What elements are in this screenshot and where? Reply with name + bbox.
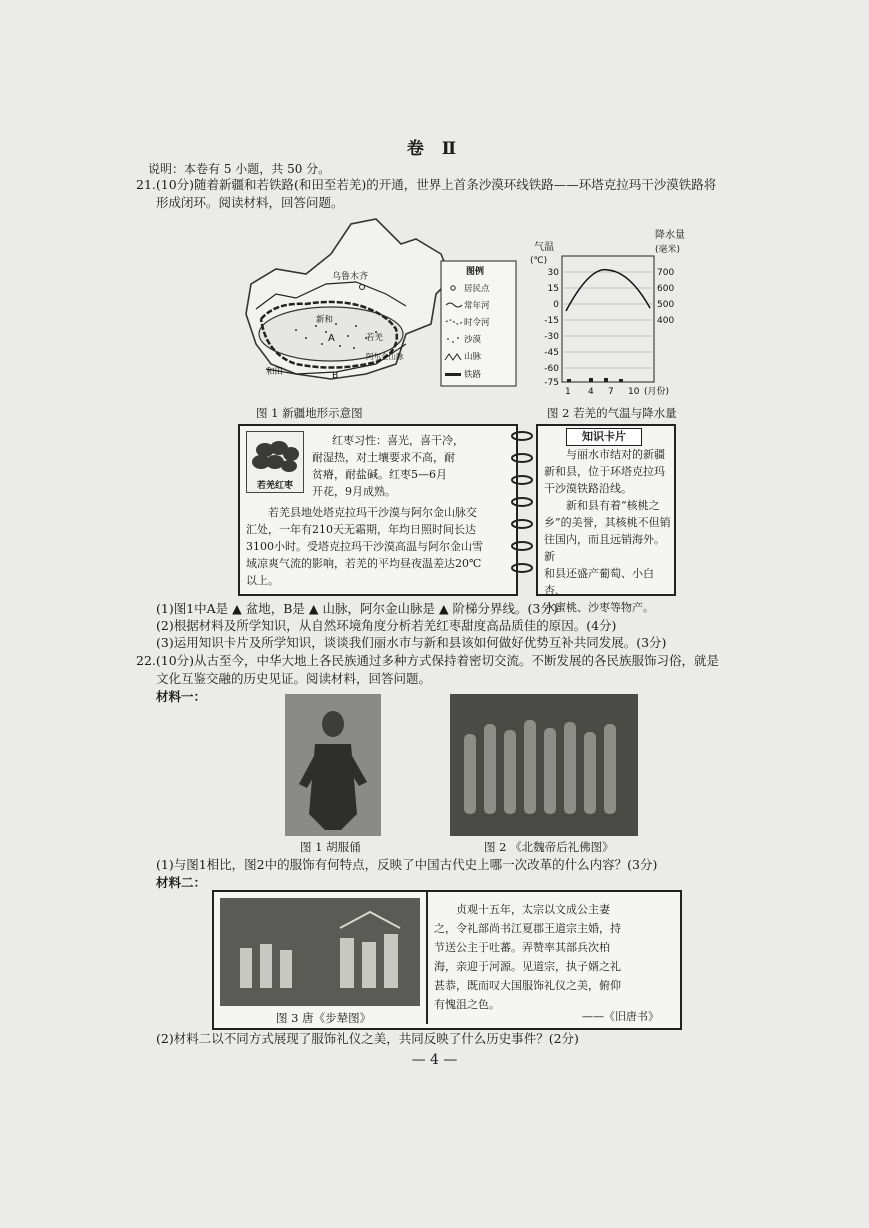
date-label: 若羌红枣 (256, 481, 293, 491)
climate-caption: 图 2 若羌的气温与降水量 (547, 406, 677, 420)
habit-line-1: 红枣习性：喜光，喜干冷， (332, 434, 464, 447)
text-line-6: 有愧沮之色。 (434, 998, 500, 1011)
knowledge-card (536, 424, 676, 614)
map-label-urumqi: 乌鲁木齐 (332, 272, 369, 282)
county-line-2: 汇处，一年有210天无霜期，年均日照时间长达 (246, 523, 476, 536)
legend-item-1: 居民点 (464, 284, 490, 294)
fig2-caption: 图 2 《北魏帝后礼佛图》 (484, 840, 614, 854)
binder-rings (508, 428, 536, 590)
xinjiang-map (236, 214, 526, 404)
fig3-caption: 图 3 唐《步辇图》 (276, 1011, 372, 1025)
date-card (238, 424, 518, 596)
precip-tick-3: 400 (657, 316, 675, 326)
temp-tick-7: -75 (544, 378, 559, 388)
text-line-5: 甚恭，既而叹大国服饰礼仪之美，俯仰 (434, 979, 621, 992)
map-caption: 图 1 新疆地形示意图 (256, 406, 363, 420)
q22-sub-2: (2)材料二以不同方式展现了服饰礼仪之美，共同反映了什么历史事件？(2分) (156, 1031, 579, 1046)
knowledge-line-4: 新和县有着“核桃之 (566, 499, 660, 512)
text-line-1: 贞观十五年，太宗以文成公主妻 (456, 903, 610, 916)
precip-bar (567, 379, 571, 382)
knowledge-line-8: 水蜜桃、沙枣等物产。 (544, 601, 654, 614)
text-line-3: 节送公主于吐蕃。弄赞率其部兵次柏 (434, 941, 610, 954)
knowledge-line-3: 干沙漠铁路沿线。 (544, 482, 632, 495)
county-line-1: 若羌县地处塔克拉玛干沙漠与阿尔金山脉交 (268, 506, 477, 519)
temp-tick-5: -45 (544, 348, 559, 358)
habit-line-3: 贫瘠，耐盐碱。红枣5—6月 (312, 468, 447, 481)
instructions: 说明：本卷有 5 小题，共 50 分。 (148, 162, 331, 176)
temp-tick-1: 15 (547, 284, 559, 294)
knowledge-line-7: 和县还盛产葡萄、小白杏、 (544, 567, 654, 597)
legend-item-5: 山脉 (464, 352, 482, 362)
climate-top-label: 降水量 (655, 230, 685, 241)
northern-wei-relief-photo (450, 694, 638, 836)
map-label-b: B (332, 371, 339, 381)
red-dates-picture (247, 432, 303, 478)
map-label-altun: 阿尔金山脉 (366, 352, 404, 361)
material-1-label: 材料一： (156, 689, 207, 704)
knowledge-title: 知识卡片 (566, 428, 642, 446)
temp-tick-0: 30 (547, 268, 559, 278)
knowledge-line-1: 与丽水市结对的新疆 (566, 448, 665, 461)
precip-bar (604, 378, 608, 382)
temp-tick-6: -60 (544, 364, 559, 374)
county-line-4: 域凉爽气流的影响，若羌的平均昼夜温差达20℃ (246, 557, 482, 570)
precip-tick-0: 700 (657, 268, 675, 278)
source-citation: ——《旧唐书》 (582, 1010, 659, 1023)
map-label-hetian: 和田 (266, 367, 284, 377)
text-line-2: 之，令礼部尚书江夏郡王道宗主婚，持 (434, 922, 621, 935)
precip-bar (619, 379, 623, 382)
q22-sub-1: (1)与图1相比，图2中的服饰有何特点，反映了中国古代史上哪一次改革的什么内容？(3分) (156, 857, 658, 872)
precip-bar (589, 378, 593, 382)
q21-sub-1: (1)图1中A是 ▲ 盆地，B是 ▲ 山脉，阿尔金山脉是 ▲ 阶梯分界线。(3分) (156, 601, 558, 616)
climate-left-unit: (℃) (530, 256, 548, 266)
q21-stem-2: 形成闭环。阅读材料，回答问题。 (156, 195, 344, 210)
material-2-box (212, 890, 682, 1030)
habit-line-2: 耐湿热，对土壤要求不高，耐 (312, 451, 455, 464)
fig1-caption: 图 1 胡服俑 (300, 840, 361, 854)
map-label-ruoqiang: 若羌 (366, 333, 384, 343)
legend-item-3: 时令河 (464, 318, 490, 328)
temperature-curve (566, 270, 650, 311)
temp-tick-2: 0 (553, 300, 559, 310)
q21-stem: 21.(10分)随着新疆和若铁路(和田至若羌)的开通，世界上首条沙漠环线铁路——环塔克拉玛干沙漠铁路将 (136, 177, 717, 192)
q21-sub-3: (3)运用知识卡片及所学知识，谈谈我们丽水市与新和县该如何做好优势互补共同发展。(3分) (156, 635, 667, 650)
q21-sub-2: (2)根据材料及所学知识，从自然环境角度分析若羌红枣甜度高品质佳的原因。(4分) (156, 618, 617, 633)
month-tick-0: 1 (565, 387, 571, 397)
month-tick-1: 4 (588, 387, 594, 397)
month-tick-2: 7 (608, 387, 614, 397)
q22-stem: 22.(10分)从古至今，中华大地上各民族通过多种方式保持着密切交流。不断发展的各民族服饰习俗，就是 (136, 653, 720, 668)
climate-left-label: 气温 (534, 242, 554, 253)
month-tick-3: 10 (628, 387, 640, 397)
map-label-a: A (328, 333, 335, 344)
legend-title: 图例 (466, 267, 485, 277)
precip-tick-1: 600 (657, 284, 675, 294)
legend-item-4: 沙漠 (464, 335, 482, 345)
temp-tick-4: -30 (544, 332, 559, 342)
legend-item-6: 铁路 (464, 370, 482, 380)
hu-figurine-photo (285, 694, 381, 836)
climate-chart (530, 226, 695, 406)
month-unit: (月份) (644, 387, 670, 397)
page-number: — 4 — (411, 1052, 458, 1068)
precip-tick-2: 500 (657, 300, 675, 310)
bunian-tu-photo (220, 898, 420, 1006)
county-line-3: 3100小时。受塔克拉玛干沙漠高温与阿尔金山雪 (246, 540, 483, 553)
material-2-label: 材料二： (156, 875, 207, 890)
knowledge-line-5: 乡”的美誉，其核桃不但销 (544, 516, 671, 529)
knowledge-line-6: 往国内，而且远销海外。新 (544, 533, 665, 563)
map-label-xinhe: 新和 (316, 315, 334, 325)
climate-right-unit: (毫米) (655, 245, 681, 255)
section-title: 卷 Ⅱ (406, 139, 463, 159)
date-image-box (246, 431, 304, 493)
temp-tick-3: -15 (544, 316, 559, 326)
q22-stem-2: 文化互鉴交融的历史见证。阅读材料，回答问题。 (156, 671, 432, 686)
knowledge-line-2: 新和县，位于环塔克拉玛 (544, 465, 665, 478)
habit-line-4: 开花，9月成熟。 (312, 485, 396, 498)
legend-item-2: 常年河 (464, 301, 490, 311)
county-line-5: 以上。 (246, 574, 279, 587)
text-line-4: 海，亲迎于河源。见道宗，执子婿之礼 (434, 960, 621, 973)
